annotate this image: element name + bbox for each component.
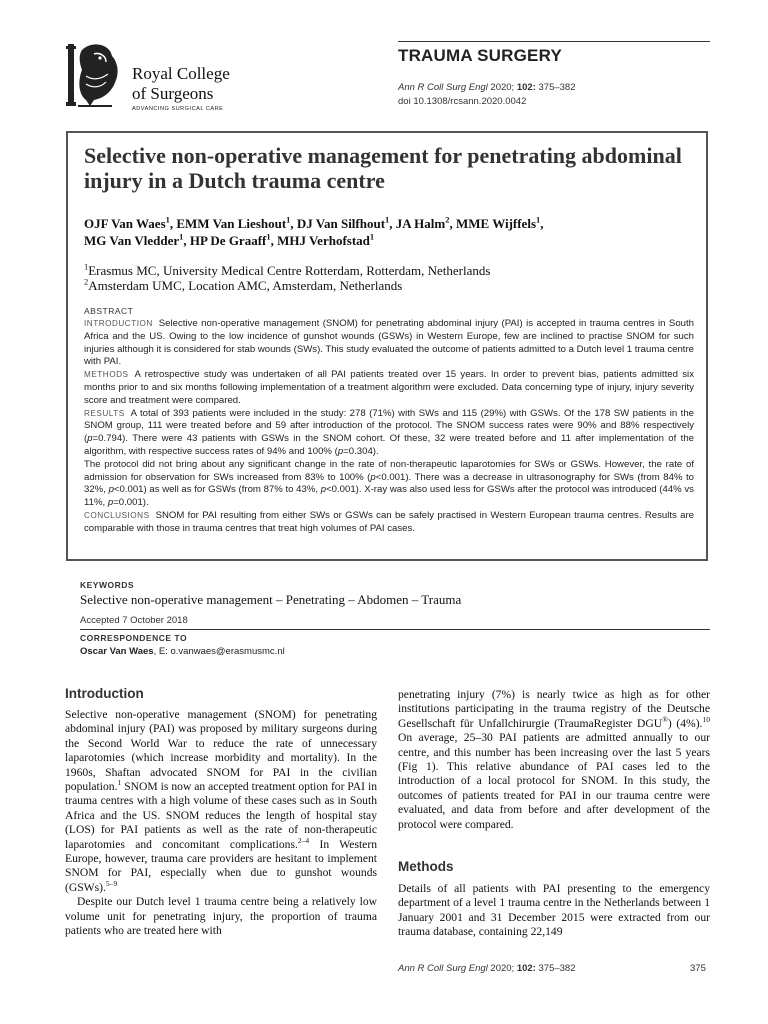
footer-citation: Ann R Coll Surg Engl 2020; 102: 375–382 [398,963,576,974]
abstract-results: RESULTS A total of 393 patients were included in the study: 278 (71%) with SWs and 115 (29%) with GSWs. Of the 178 SW patients in the SNOM group, 111 were treated before and 59 after introduction of the protocol. The SNOM success rates were 90% and 88% respectively (p=0.794). There were 43 patients with GSWs in the SNOM cohort. Of these, 32 were treated before and 11 after implementation of the algorithm, with respective success rates of 94% and 100% (p=0.304). [84,407,694,457]
citation [398,82,575,93]
header-rule [398,41,710,42]
introduction-heading: Introduction [65,686,144,701]
paragraph: Details of all patients with PAI presenting to the emergency department of a level 1 trauma centre in the Netherlands between 1 January 2001 and 31 December 2015 were extracted from our trauma database, containing 22,149 [398,882,710,939]
author: MG Van Vledder$^1$, [84,231,190,248]
paragraph: Selective non-operative management (SNOM) for penetrating abdominal injury (PAI) was proposed by military surgeons during the Second World War to reduce the rate of unnecessary laparotomies (which increase morbidity and mortality). In the 1960s, Shaftan advocated SNOM for PAI in the civilian population.$^1$ SNOM is now an accepted treatment option for PAI in trauma centres with a high volume of these cases such as in South Africa and the US. SNOM reduces the length of hospital stay (LOS) for PAI patients as well as the rate of non-therapeutic laparotomies and concomitant complications.$^{2-4}$ In Western Europe, however, trauma care providers are hesitant to implement SNOM for PAI, especially when due to gunshot wounds (GSWs).$^{5-9}$ [65,708,377,894]
author: MHJ Verhofstad$^1$ [277,231,375,248]
abstract-body [84,318,694,536]
correspondence-heading: CORRESPONDENCE TO [80,633,188,643]
rcs-logo [64,40,244,118]
crest-icon [64,40,126,112]
author: EMM Van Lieshout$^1$, [176,214,297,231]
section-label: TRAUMA SURGERY [398,46,562,65]
citation-volume: 102: [516,82,536,93]
keywords-text: Selective non-operative management – Penetrating – Abdomen – Trauma [80,592,462,607]
author: DJ Van Silfhout$^1$, [296,214,396,231]
correspondence-rule [80,629,710,630]
abstract-heading: ABSTRACT [84,306,134,316]
introduction-column-right [398,688,710,832]
correspondence-email[interactable]: , E: o.vanwaes@erasmusmc.nl [153,646,285,657]
accepted-date: Accepted 7 October 2018 [80,615,188,626]
methods-heading: Methods [398,859,454,874]
author: MME Wijffels$^1$, [455,214,544,231]
doi[interactable]: doi 10.1308/rcsann.2020.0042 [398,96,527,107]
page-number: 375 [690,963,706,974]
paragraph: penetrating injury (7%) is nearly twice as high as for other institutions participating in the trauma registry of the Deutsche Gesellschaft für Unfallchirurgie (TraumaRegister DGU®) (4%).$^{10}$ On average, 25–30 PAI patients are admitted annually to our centre, and this number has been increasing over the last 5 years (Fig 1). This relative abundance of PAI cases led to the introduction of a local protocol for SNOM. In this study, the outcomes of patients treated for PAI in our trauma centre were evaluated, and data from before and after development of the protocol were compared. [398,688,710,831]
methods-column [398,882,710,940]
citation-pages: 375–382 [535,82,576,93]
logo-text-line1: Royal College [132,64,230,83]
abstract-methods: METHODS A retrospective study was undertaken of all PAI patients treated over 15 years. In order to prevent bias, patients admitted six months prior to and six months following implementation of a treatment algorithm were excluded. Data concerning type of injury, injury severity score and treatment were compared. [84,369,694,406]
affiliation: $^2$Amsterdam UMC, Location AMC, Amsterdam, Netherlands [84,276,403,293]
abstract-results-continued: The protocol did not bring about any significant change in the rate of non-therapeutic laparotomies for SWs or GSWs. However, the rate of admission for observation for SWs increased from 83% to 100% (p<0.001). There was a decrease in ultrasonography for SWs (from 84% to 32%, p<0.001) as well as for GSWs (from 87% to 43%, p<0.001). X-ray was also used less for GSWs after the protocol was introduced (44% vs 11%, p=0.001). [84,458,695,509]
correspondence-name: Oscar Van Waes [80,646,154,657]
affiliation: $^1$Erasmus MC, University Medical Centre Rotterdam, Rotterdam, Netherlands [84,261,491,278]
introduction-column-left [65,708,377,939]
correspondence-line [80,646,285,657]
author-list [84,215,704,249]
author: HP De Graaff$^1$, [189,231,278,248]
citation-year: 2020; [487,82,517,93]
citation-journal: Ann R Coll Surg Engl [398,82,488,93]
article-title: Selective non-operative management for penetrating abdominal injury in a Dutch trauma centre [84,143,682,193]
logo-text-line2: of Surgeons [132,84,214,103]
author: JA Halm$^2$, [395,214,456,231]
keywords-heading: KEYWORDS [80,580,135,590]
logo-tagline: ADVANCING SURGICAL CARE [132,106,224,112]
paragraph: Despite our Dutch level 1 trauma centre being a relatively low volume unit for penetrating injury, the proportion of trauma patients who are treated here with [65,895,377,938]
affiliations [84,263,704,293]
abstract-introduction: INTRODUCTION Selective non-operative management (SNOM) for penetrating abdominal injury (PAI) is accepted in trauma centres in South Africa and the US. Owing to the low incidence of gunshot wounds (GSWs) in Western Europe, few are inclined to practise SNOM for such injuries although it is considered for stab wounds (SWs). This study evaluated the outcome of patients admitted to a Dutch level 1 trauma centre with PAI. [84,318,694,368]
abstract-conclusions: CONCLUSIONS SNOM for PAI resulting from either SWs or GSWs can be safely practised in Western European trauma centres. Results are comparable with those in trauma centres that treat high volumes of PAI cases. [84,509,694,534]
author: OJF Van Waes$^1$, [84,214,177,231]
